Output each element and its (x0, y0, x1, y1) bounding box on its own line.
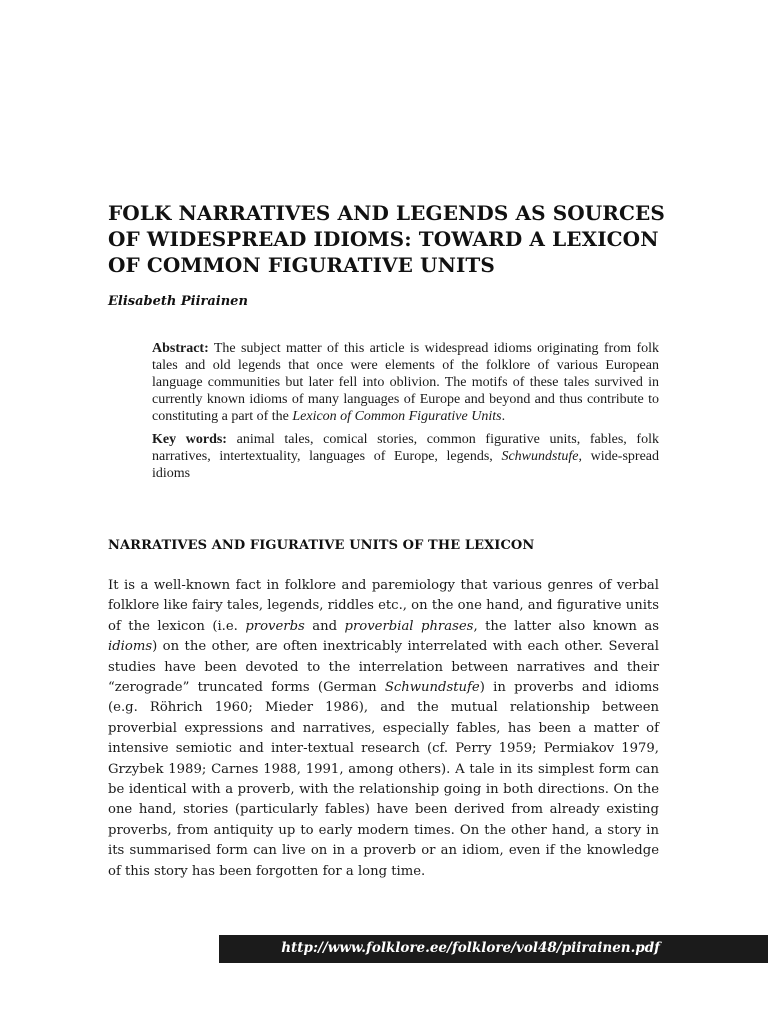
body-text-1: It is a well-known fact in folklore and paremiology that various genres of verbal folklore like fairy tales, legends, riddles etc., on the one hand, and figurative units of the lexicon (i.e. (108, 578, 659, 634)
body-paragraph (108, 576, 659, 882)
keywords-text-end: , wide-spread idioms (152, 449, 659, 481)
body-italic-proverbs: proverbs (245, 618, 305, 634)
body-italic-proverbial-phrases: proverbial phrases (344, 618, 474, 634)
abstract-label: Abstract: (152, 341, 209, 356)
abstract-paragraph (152, 340, 659, 425)
section-heading: NARRATIVES AND FIGURATIVE UNITS OF THE LEXICON (108, 538, 535, 553)
footer-url-link[interactable]: http://www.folklore.ee/folklore/vol48/piirainen.pdf (281, 940, 660, 956)
article-title: FOLK NARRATIVES AND LEGENDS AS SOURCES OF WIDESPREAD IDIOMS: TOWARD A LEXICON OF COMMON FIGURATIVE UNITS (108, 201, 665, 277)
abstract-text: The subject matter of this article is widespread idioms originating from folk tales and old legends that once were elements of the folklore of various European language communities but later fell into oblivion. The motifs of these tales survived in currently known idioms of many languages of Europe and beyond and thus contribute to constituting a part of the (152, 341, 659, 424)
body-text-2: and (304, 618, 345, 634)
abstract-text-end: . (501, 409, 506, 424)
body-text-4: ) on the other, are often inextricably interrelated with each other. Several studies have been devoted to the interrelation between narratives and their “zerograde” truncated forms (German (108, 639, 659, 696)
abstract-italic-term: Lexicon of Common Figurative Units (292, 409, 502, 424)
body-text-5: ) in proverbs and idioms (e.g. Röhrich 1960; Mieder 1986), and the mutual relationship between proverbial expressions and narratives, especially fables, has been a matter of intensive semiotic and inter-textual research (cf. Perry 1959; Permiakov 1979, Grzybek 1989; Carnes 1988, 1991, among others). A tale in its simplest form can be identical with a proverb, with the relationship going in both directions. On the one hand, stories (particularly fables) have been derived from already existing proverbs, from antiquity up to early modern times. On the other hand, a story in its summarised form can live on in a proverb or an idiom, even if the knowledge of this story has been forgotten for a long time. (108, 680, 660, 879)
author-name: Elisabeth Piirainen (108, 294, 248, 309)
keywords-paragraph (152, 431, 659, 482)
body-text-3: , the latter also known as (473, 618, 659, 634)
footer-bar (219, 935, 768, 963)
keywords-text: animal tales, comical stories, common figurative units, fables, folk narratives, intertextuality, languages of Europe, legends, (152, 432, 659, 464)
body-italic-schwundstufe: Schwundstufe (384, 680, 480, 696)
body-italic-idioms: idioms (108, 639, 153, 655)
abstract-section (152, 340, 659, 488)
keywords-italic-term: Schwundstufe (501, 449, 579, 464)
keywords-label: Key words: (152, 432, 227, 447)
